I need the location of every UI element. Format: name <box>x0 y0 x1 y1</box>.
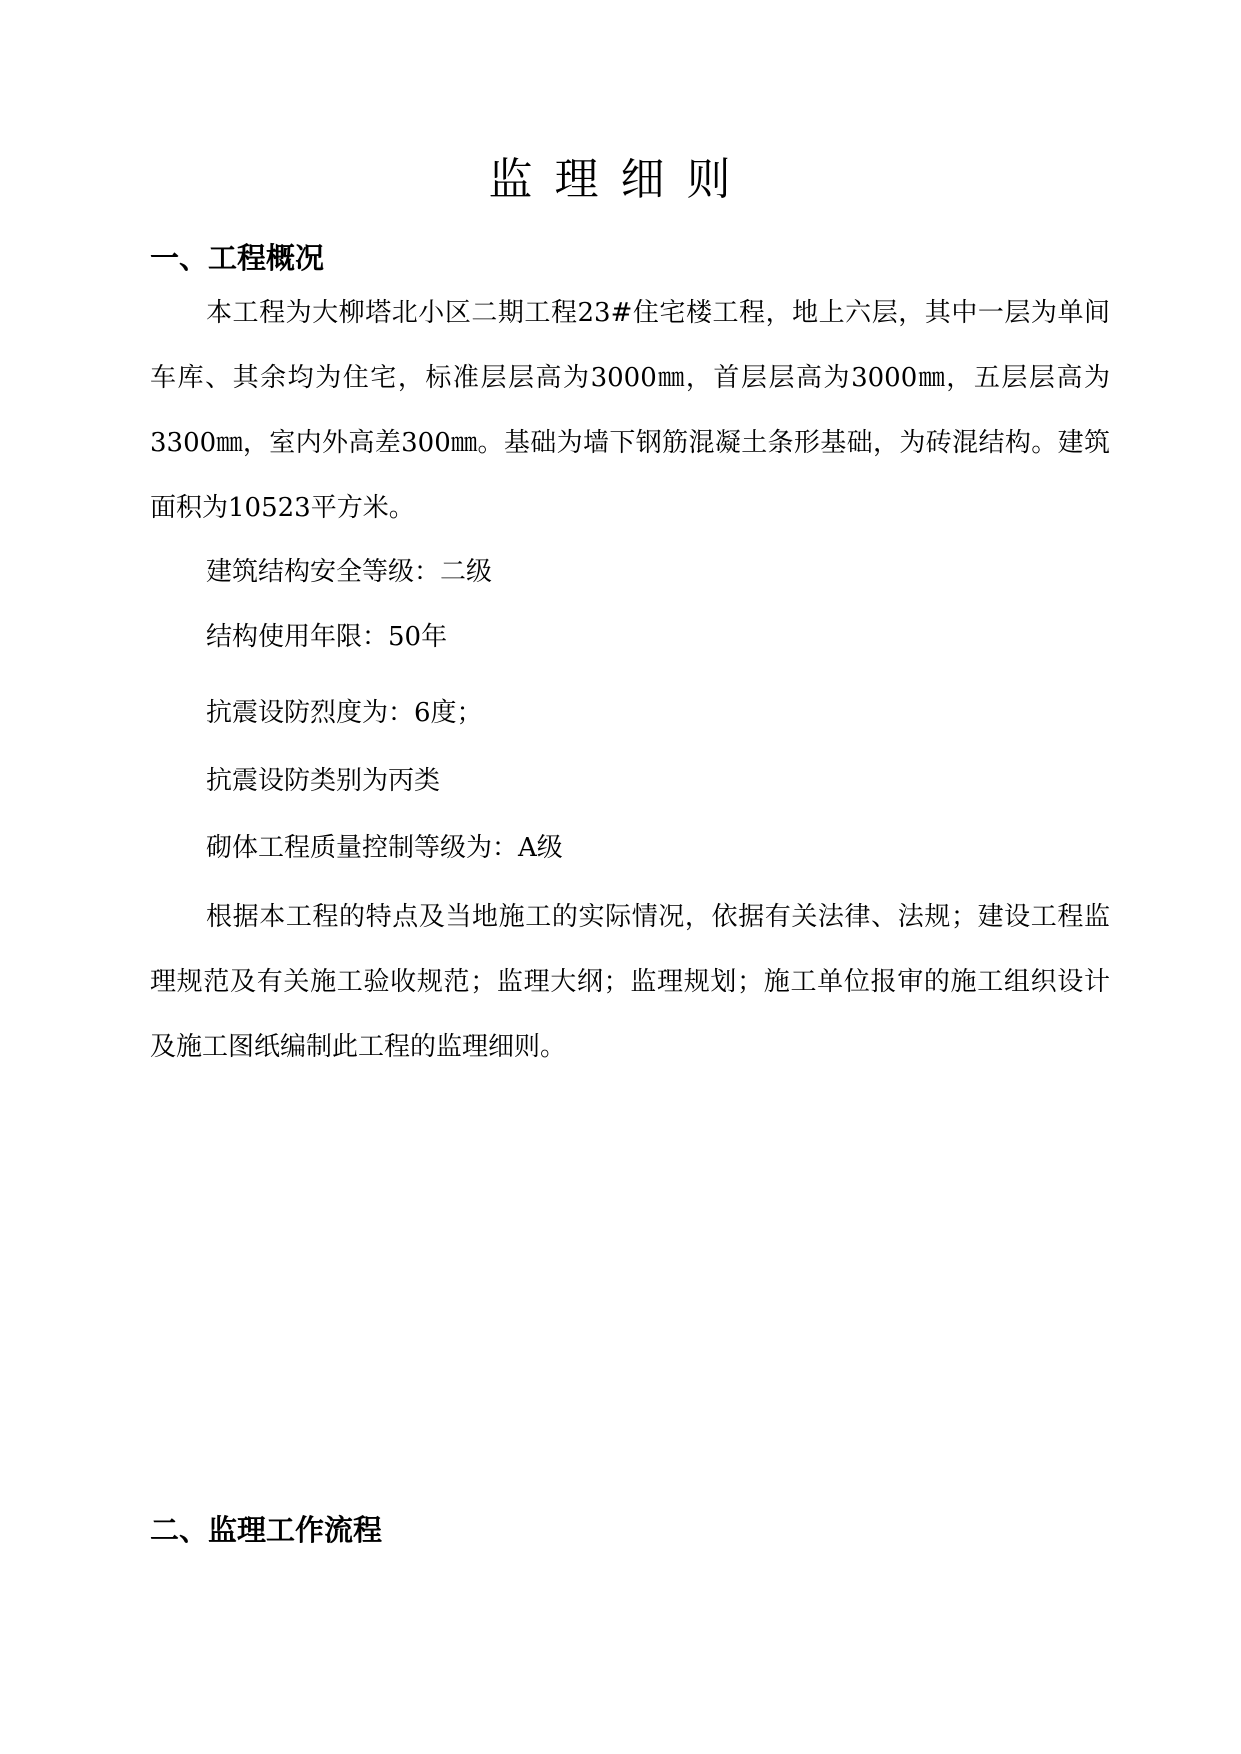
basis-paragraph: 根据本工程的特点及当地施工的实际情况，依据有关法律、法规；建设工程监理规范及有关施工验收规范；监理大纲；监理规划；施工单位报审的施工组织设计及施工图纸编制此工程的监理细则。 <box>150 902 1110 1062</box>
safety-grade-line: 建筑结构安全等级：二级 <box>206 557 493 587</box>
seismic-category-line: 抗震设防类别为丙类 <box>206 766 441 796</box>
overview-paragraph: 本工程为大柳塔北小区二期工程23#住宅楼工程，地上六层，其中一层为单间车库、其余均为住宅，标准层层高为3000㎜，首层层高为3000㎜，五层层高为3300㎜，室内外高差300㎜。基础为墙下钢筋混凝土条形基础，为砖混结构。建筑面积为10523平方米。 <box>150 298 1110 523</box>
seismic-intensity-line: 抗震设防烈度为：6度； <box>206 698 483 728</box>
service-life-line: 结构使用年限：50年 <box>206 622 448 652</box>
section-heading-overview: 一、工程概况 <box>150 241 325 275</box>
document-title: 监理细则 <box>488 154 753 205</box>
masonry-quality-line: 砌体工程质量控制等级为：A级 <box>206 833 563 863</box>
section-heading-workflow: 二、监理工作流程 <box>150 1513 383 1547</box>
